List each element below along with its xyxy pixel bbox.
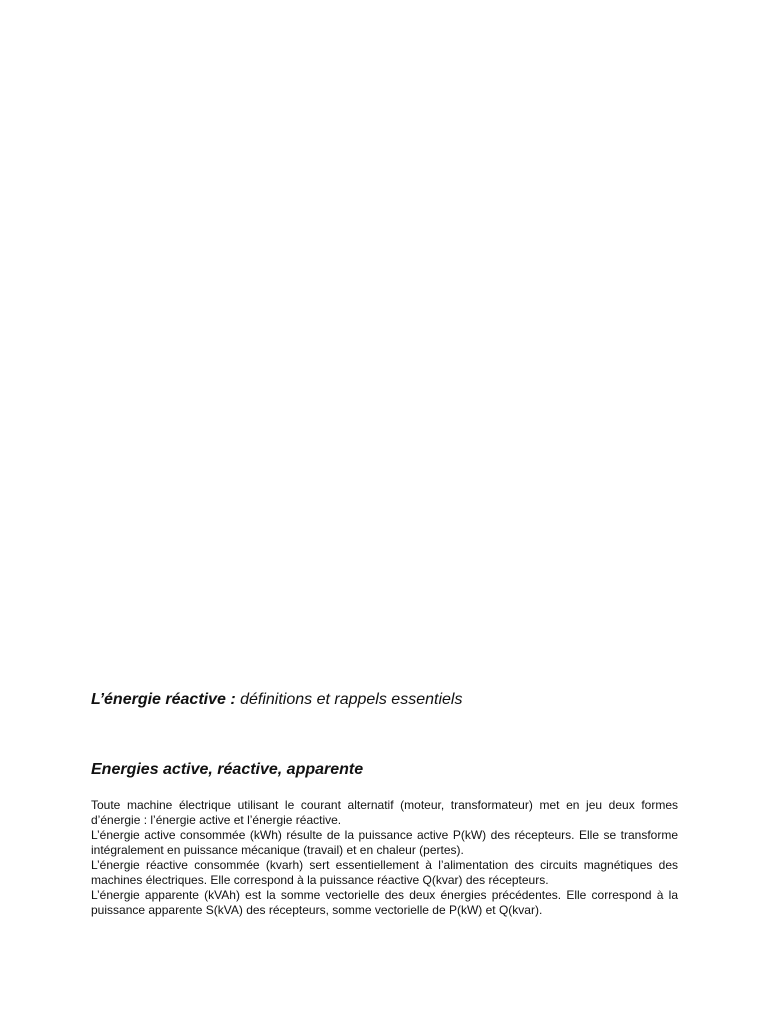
document-title-rest: définitions et rappels essentiels xyxy=(235,691,463,708)
section-heading: Energies active, réactive, apparente xyxy=(91,761,364,778)
paragraph-apparent-energy: L’énergie apparente (kVAh) est la somme vectorielle des deux énergies précédentes. Elle correspond à la puissance apparente S(kVA) des récepteurs, somme vectorielle de P(kW) et Q(kvar). xyxy=(91,888,678,917)
document-title-bold: L’énergie réactive : xyxy=(91,691,236,708)
document-title xyxy=(91,689,691,711)
body-text xyxy=(91,798,678,918)
paragraph-active-energy: L’énergie active consommée (kWh) résulte de la puissance active P(kW) des récepteurs. Elle se transforme intégralement en puissance mécanique (travail) et en chaleur (pertes). xyxy=(91,828,678,857)
paragraph-reactive-energy: L’énergie réactive consommée (kvarh) sert essentiellement à l’alimentation des circuits magnétiques des machines électriques. Elle correspond à la puissance réactive Q(kvar) des récepteurs. xyxy=(91,858,678,887)
paragraph-intro: Toute machine électrique utilisant le courant alternatif (moteur, transformateur) met en jeu deux formes d’énergie : l’énergie active et l’énergie réactive. xyxy=(91,798,678,827)
